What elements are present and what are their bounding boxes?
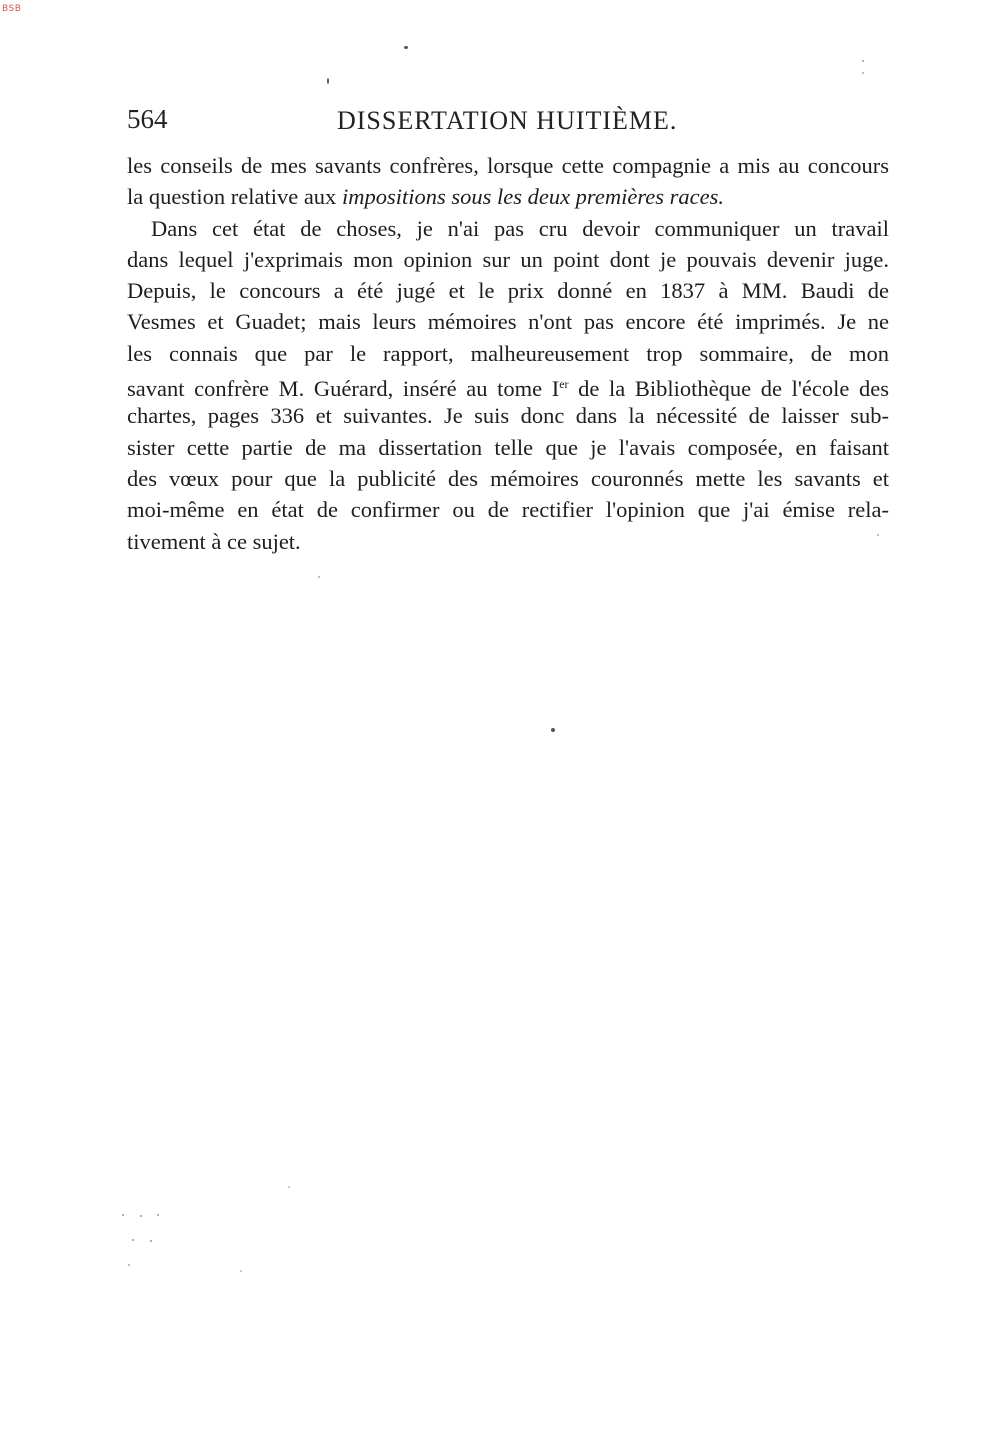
text-line: sister cette partie de ma dissertation telle que je l'avais composée, en faisant [127, 434, 889, 460]
text-line: des vœux pour que la publicité des mémoires couronnés mette les savants et [127, 465, 889, 491]
scan-speck [404, 46, 408, 49]
text-segment: savant confrère M. Guérard, inséré au tome I [127, 376, 560, 402]
text-segment: de la Bibliothèque de l'école des [568, 376, 889, 402]
text-line: dans lequel j'exprimais mon opinion sur un point dont je pouvais devenir juge. [127, 246, 889, 272]
scan-speck [140, 1215, 142, 1217]
page-number: 564 [127, 104, 168, 134]
scan-speck [862, 60, 864, 62]
scan-speck [862, 72, 864, 74]
superscript: er [559, 377, 569, 392]
scan-speck [157, 1214, 159, 1216]
scan-speck [122, 1214, 124, 1216]
bsb-watermark: BSB [2, 4, 22, 14]
scan-speck [240, 1270, 242, 1272]
scan-speck [132, 1239, 134, 1241]
scan-speck [877, 534, 879, 536]
text-line [127, 181, 889, 212]
text-line: chartes, pages 336 et suivantes. Je suis donc dans la nécessité de laisser sub- [127, 403, 889, 429]
scan-speck [551, 728, 555, 732]
italic-phrase: impositions sous les deux premières races. [341, 184, 724, 210]
text-line: les conseils de mes savants confrères, lorsque cette compagnie a mis au concours [127, 153, 889, 178]
scan-speck [318, 576, 320, 578]
text-line: moi-même en état de confirmer ou de rectifier l'opinion que j'ai émise rela- [127, 497, 889, 523]
scan-speck [288, 1186, 290, 1188]
text-segment: la question relative aux [127, 184, 342, 210]
text-line: Dans cet état de choses, je n'ai pas cru devoir communiquer un travail [151, 215, 889, 241]
text-line: Depuis, le concours a été jugé et le prix donné en 1837 à MM. Baudi de [127, 278, 889, 304]
text-line: Vesmes et Guadet; mais leurs mémoires n'ont pas encore été imprimés. Je ne [127, 309, 889, 335]
text-line: les connais que par le rapport, malheureusement trop sommaire, de mon [127, 340, 889, 366]
scan-speck [327, 78, 329, 84]
scan-speck [128, 1264, 130, 1266]
running-title: DISSERTATION HUITIÈME. [337, 106, 678, 135]
text-line: tivement à ce sujet. [127, 528, 301, 554]
page-body [127, 150, 889, 557]
text-line [127, 369, 889, 400]
scan-speck [150, 1240, 152, 1242]
page-header [127, 104, 887, 140]
